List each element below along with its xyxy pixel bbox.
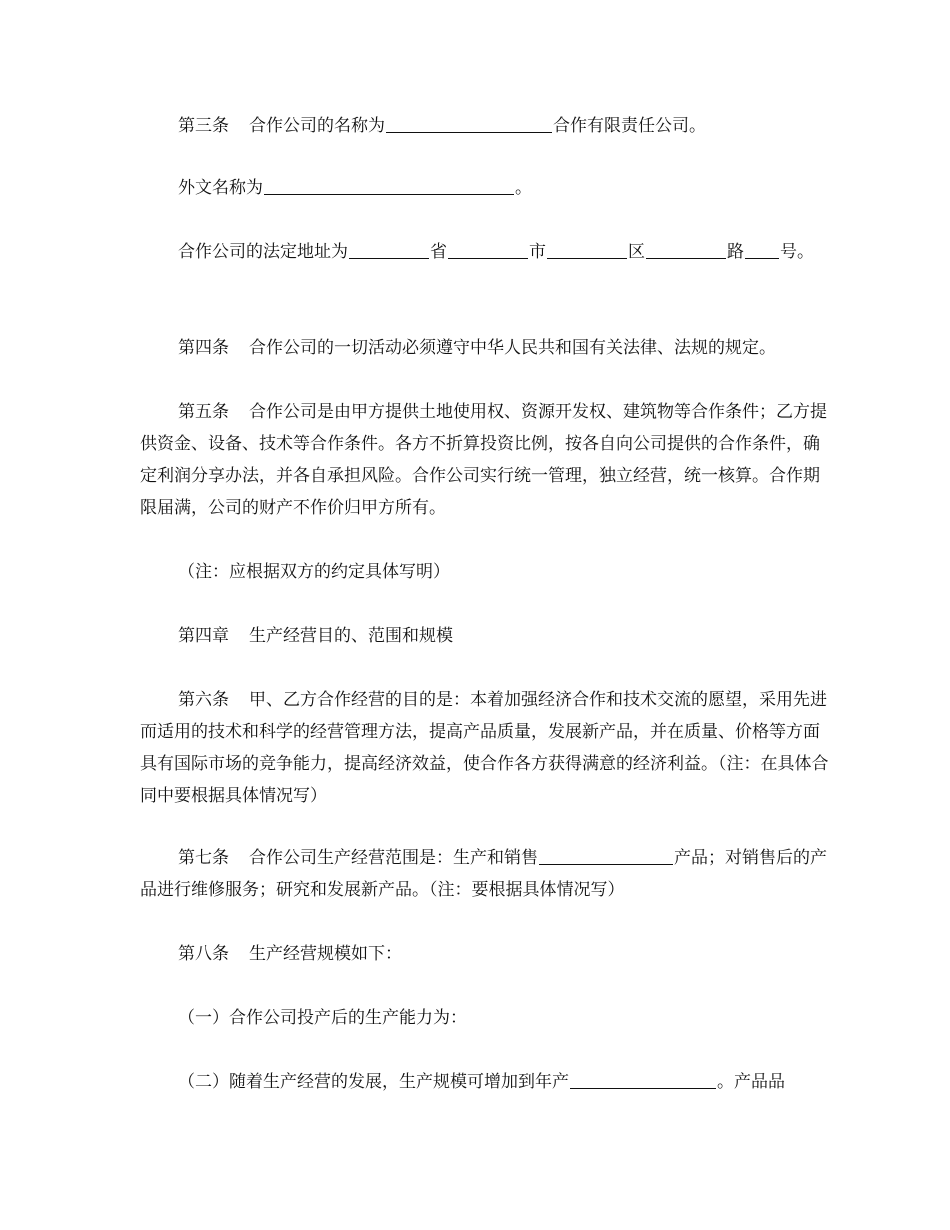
article-3-name: 第三条 合作公司的名称为 合作有限责任公司。 bbox=[178, 116, 706, 136]
chapter-label: 第四章 bbox=[178, 626, 229, 646]
company-name-blank[interactable] bbox=[386, 114, 552, 133]
article-label: 第四条 bbox=[178, 338, 229, 358]
road-blank[interactable] bbox=[646, 240, 726, 259]
item-1: （一）合作公司投产后的生产能力为： bbox=[178, 1008, 467, 1028]
chapter-4-heading: 第四章 生产经营目的、范围和规模 bbox=[178, 626, 453, 646]
article-6: 第六条 甲、乙方合作经营的目的是：本着加强经济合作和技术交流的愿望，采用先进而适用的技术和科学的经营管理方法，提高产品质量，发展新产品，并在质量、价格等方面具有国际市场的竞争能力，提高经济效益，使合作各方获得满意的经济利益。（注：在具体合同中要根据具体情况写） bbox=[140, 690, 829, 806]
annual-output-blank[interactable] bbox=[570, 1070, 716, 1089]
article-8: 第八条 生产经营规模如下： bbox=[178, 944, 402, 964]
foreign-name-line: 外文名称为 。 bbox=[178, 178, 532, 198]
article-label: 第五条 bbox=[178, 402, 229, 422]
article-label: 第七条 bbox=[178, 848, 229, 868]
province-blank[interactable] bbox=[349, 240, 429, 259]
district-blank[interactable] bbox=[547, 240, 627, 259]
article-4: 第四条 合作公司的一切活动必须遵守中华人民共和国有关法律、法规的规定。 bbox=[178, 338, 776, 358]
number-blank[interactable] bbox=[745, 240, 779, 259]
note-1: （注：应根据双方的约定具体写明） bbox=[178, 562, 450, 582]
article-5: 第五条 合作公司是由甲方提供土地使用权、资源开发权、建筑物等合作条件；乙方提供资金、设备、技术等合作条件。各方不折算投资比例，按各自向公司提供的合作条件，确定利润分享办法，并各自承担风险。合作公司实行统一管理，独立经营，统一核算。合作期限届满，公司的财产不作价归甲方所有。 bbox=[140, 402, 827, 518]
article-label: 第三条 bbox=[178, 116, 229, 136]
legal-address: 合作公司的法定地址为 省 市 区 路 号。 bbox=[178, 242, 814, 262]
article-label: 第八条 bbox=[178, 944, 229, 964]
article-label: 第六条 bbox=[178, 690, 229, 710]
product-blank[interactable] bbox=[539, 846, 673, 865]
city-blank[interactable] bbox=[448, 240, 528, 259]
article-7: 第七条 合作公司生产经营范围是：生产和销售 产品；对销售后的产品进行维修服务；研究和发展新产品。（注：要根据具体情况写） bbox=[140, 848, 827, 900]
item-2: （二）随着生产经营的发展，生产规模可增加到年产 。产品品 bbox=[178, 1072, 785, 1092]
foreign-name-blank[interactable] bbox=[264, 176, 514, 195]
